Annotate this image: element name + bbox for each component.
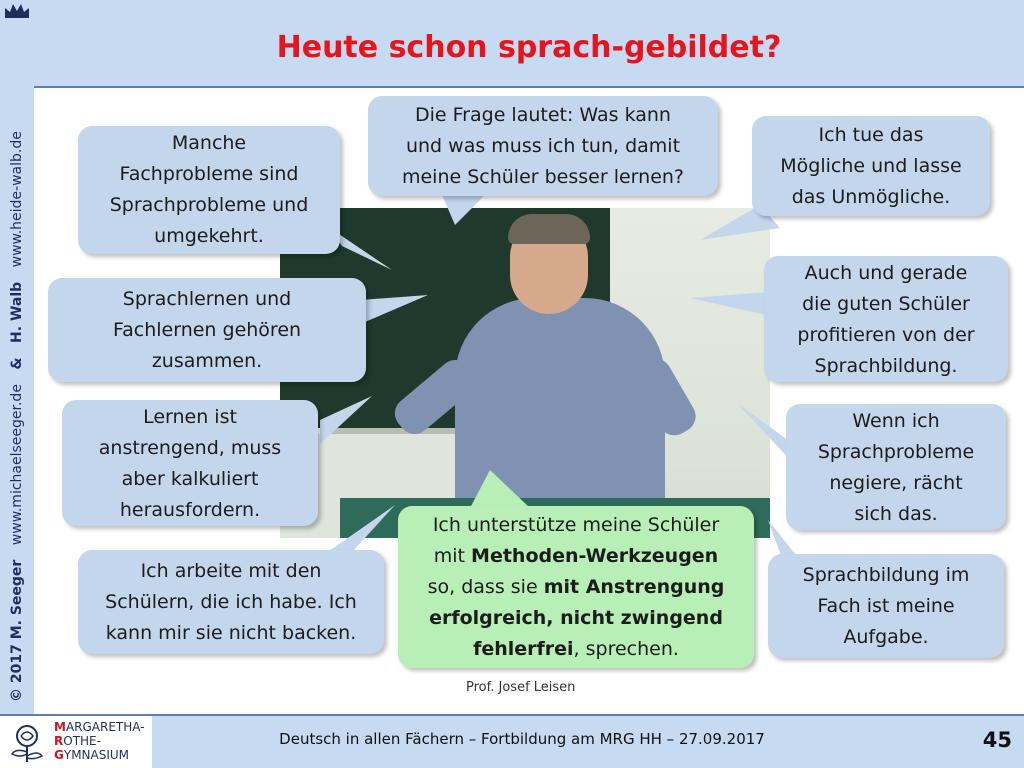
title-band bbox=[34, 0, 1024, 86]
photo-caption: Prof. Josef Leisen bbox=[466, 680, 576, 695]
teacher-body bbox=[455, 298, 665, 508]
title-divider bbox=[34, 86, 1024, 88]
page-number: 45 bbox=[982, 728, 1012, 752]
teacher-hair bbox=[508, 214, 590, 244]
bubble-lernen-anstrengend: Lernen ist anstrengend, muss aber kalkuliert herausfordern. bbox=[62, 400, 318, 526]
bubble-sprachlernen: Sprachlernen und Fachlernen gehören zusammen. bbox=[48, 278, 366, 382]
school-name: MARGARETHA- ROTHE- GYMNASIUM bbox=[54, 720, 145, 762]
rose-logo-icon bbox=[4, 720, 50, 764]
ampersand: & bbox=[9, 357, 25, 370]
site-link-seeger[interactable]: www.michaelseeger.de bbox=[9, 384, 25, 546]
author-walb: H. Walb bbox=[9, 281, 25, 343]
crown-logo-icon bbox=[2, 0, 32, 20]
site-link-walb[interactable]: www.heide-walb.de bbox=[9, 131, 25, 268]
side-credits bbox=[4, 72, 30, 702]
bubble-gute-schueler: Auch und gerade die guten Schüler profitieren von der Sprachbildung. bbox=[764, 256, 1008, 382]
bubble-frage: Die Frage lautet: Was kann und was muss ich tun, damit meine Schüler besser lernen? bbox=[368, 96, 718, 196]
slide-title: Heute schon sprach-gebildet? bbox=[276, 30, 782, 65]
bubble-methoden-werkzeuge: Ich unterstütze meine Schüler mit Methoden-Werkzeugen so, dass sie mit Anstrengung erfolgreich, nicht zwingend fehlerfrei, sprechen. bbox=[398, 506, 754, 668]
footer-text: Deutsch in allen Fächern – Fortbildung am MRG HH – 27.09.2017 bbox=[279, 730, 765, 748]
bubble-negiere: Wenn ich Sprachprobleme negiere, rächt sich das. bbox=[786, 404, 1006, 530]
bubble-schueler-backen: Ich arbeite mit den Schülern, die ich habe. Ich kann mir sie nicht backen. bbox=[78, 550, 384, 654]
bubble-moegliche: Ich tue das Mögliche und lasse das Unmögliche. bbox=[752, 116, 990, 216]
bubble-sprachbildung-aufgabe: Sprachbildung im Fach ist meine Aufgabe. bbox=[768, 554, 1004, 658]
bubble-fachprobleme: Manche Fachprobleme sind Sprachprobleme und umgekehrt. bbox=[78, 126, 340, 254]
copyright-text: © 2017 M. Seeger bbox=[9, 559, 25, 702]
